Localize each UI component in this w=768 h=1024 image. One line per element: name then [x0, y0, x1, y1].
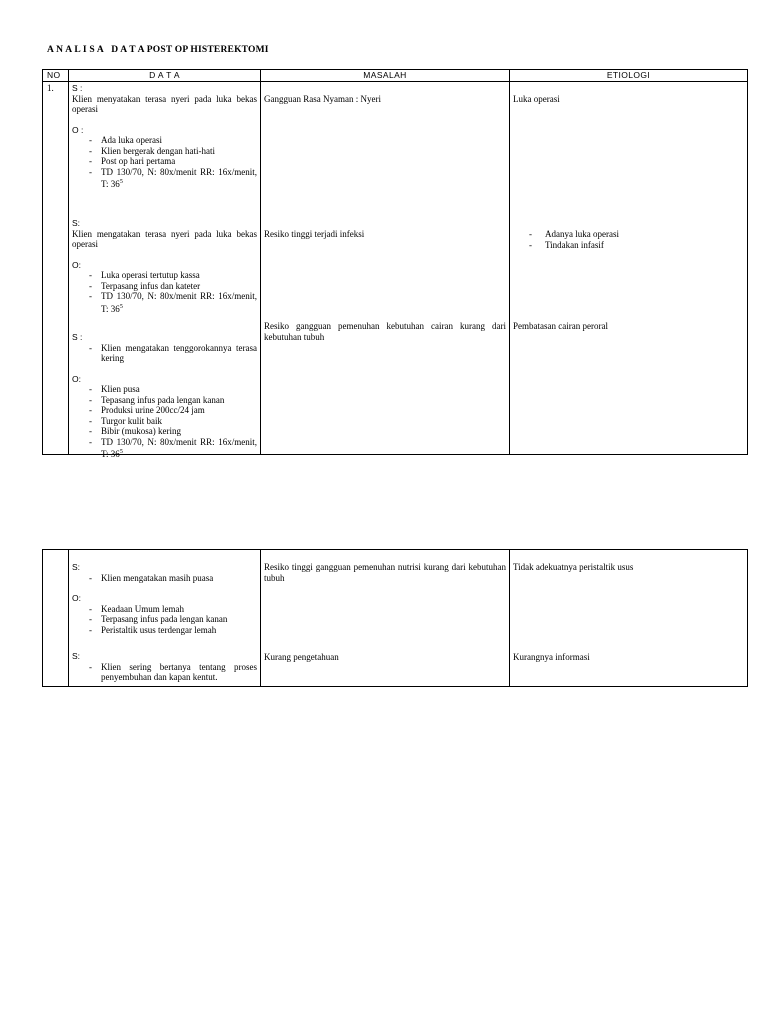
data-cell: [69, 550, 261, 687]
list-item: - Keadaan Umum lemah: [72, 604, 257, 615]
vitals-item: [72, 291, 257, 314]
list-item: - Klien mengatakan tenggorokannya terasa kering: [72, 343, 257, 364]
subjective-label: S:: [72, 218, 81, 228]
list-item: - Klien mengatakan masih puasa: [72, 573, 257, 584]
entry5-data: [72, 651, 257, 683]
etiologi-4: Tidak adekuatnya peristaltik usus: [513, 562, 634, 572]
masalah-cell: [261, 82, 510, 455]
subjective-label: S:: [72, 562, 81, 572]
subjective-list: [72, 662, 257, 683]
vitals-sup: 5: [119, 449, 123, 455]
table-row: [43, 82, 748, 455]
list-item: - Klien sering bertanya tentang proses penyembuhan dan kapan kentut.: [72, 662, 257, 683]
masalah-2: Resiko tinggi terjadi infeksi: [264, 229, 365, 239]
entry4-data: [72, 562, 257, 635]
objective-label: O:: [72, 373, 81, 384]
etiologi-1: Luka operasi: [513, 94, 560, 104]
header-data: D A T A: [69, 70, 261, 82]
list-item: - Tindakan infasif: [513, 240, 744, 251]
header-no: NO: [43, 70, 69, 82]
objective-list: [72, 604, 257, 636]
table-header-row: [43, 70, 748, 82]
row-number: 1.: [47, 83, 54, 93]
objective-list: [72, 384, 257, 460]
etiologi-2-list: [513, 229, 744, 250]
vitals-item: [72, 437, 257, 460]
objective-list: [72, 270, 257, 314]
masalah-5: Kurang pengetahuan: [264, 652, 339, 662]
list-item: - Produksi urine 200cc/24 jam: [72, 405, 257, 416]
entry1-data: [72, 83, 257, 190]
vitals-sup: 5: [119, 179, 123, 185]
list-item: - Tepasang infus pada lengan kanan: [72, 395, 257, 406]
vitals-item: [72, 167, 257, 190]
table-row: [43, 550, 748, 687]
vitals-text: TD 130/70, N: 80x/menit RR: 16x/menit, T: 36: [101, 291, 257, 314]
header-etiologi: ETIOLOGI: [510, 70, 748, 82]
vitals-text: TD 130/70, N: 80x/menit RR: 16x/menit, T: 36: [101, 436, 257, 459]
list-item: - Luka operasi tertutup kassa: [72, 270, 257, 281]
header-masalah: MASALAH: [261, 70, 510, 82]
masalah-3: Resiko gangguan pemenuhan kebutuhan cairan kurang dari kebutuhan tubuh: [264, 321, 506, 342]
subjective-label: S :: [72, 83, 83, 93]
document-title: A N A L I S A D A T A POST OP HISTEREKTOMI: [47, 45, 269, 55]
entry2-data: [72, 218, 257, 314]
objective-label: O :: [72, 124, 84, 135]
etiologi-cell: [510, 82, 748, 455]
list-item: - Peristaltik usus terdengar lemah: [72, 625, 257, 636]
vitals-text: TD 130/70, N: 80x/menit RR: 16x/menit, T: 36: [101, 166, 257, 189]
subjective-label: S:: [72, 651, 81, 661]
entry3-data: [72, 332, 257, 460]
masalah-cell: [261, 550, 510, 687]
list-item: - Terpasang infus dan kateter: [72, 281, 257, 292]
list-item: - Klien pusa: [72, 384, 257, 395]
list-item: - Ada luka operasi: [72, 135, 257, 146]
list-item: - Bibir (mukosa) kering: [72, 426, 257, 437]
list-item: - Klien bergerak dengan hati-hati: [72, 146, 257, 157]
list-item: - Turgor kulit baik: [72, 416, 257, 427]
subjective-text: Klien mengatakan terasa nyeri pada luka bekas operasi: [72, 228, 257, 249]
etiologi-5: Kurangnya informasi: [513, 652, 590, 662]
etiologi-cell: [510, 550, 748, 687]
data-cell: [69, 82, 261, 459]
no-cell: [43, 82, 69, 455]
subjective-list: [72, 573, 257, 584]
masalah-1: Gangguan Rasa Nyaman : Nyeri: [264, 94, 381, 104]
objective-label: O:: [72, 593, 81, 603]
subjective-text: Klien menyatakan terasa nyeri pada luka bekas operasi: [72, 93, 257, 114]
list-item: - Terpasang infus pada lengan kanan: [72, 614, 257, 625]
objective-list: [72, 135, 257, 190]
subjective-label: S :: [72, 332, 83, 342]
list-item: - Post op hari pertama: [72, 156, 257, 167]
subjective-list: [72, 343, 257, 364]
etiologi-3: Pembatasan cairan peroral: [513, 321, 608, 331]
objective-label: O:: [72, 259, 81, 270]
list-item: - Adanya luka operasi: [513, 229, 744, 240]
vitals-sup: 5: [119, 303, 123, 310]
no-cell: [43, 550, 69, 687]
analysis-table-1: [42, 69, 748, 459]
masalah-4: Resiko tinggi gangguan pemenuhan nutrisi kurang dari kebutuhan tubuh: [264, 562, 506, 583]
analysis-table-2: [42, 549, 748, 687]
